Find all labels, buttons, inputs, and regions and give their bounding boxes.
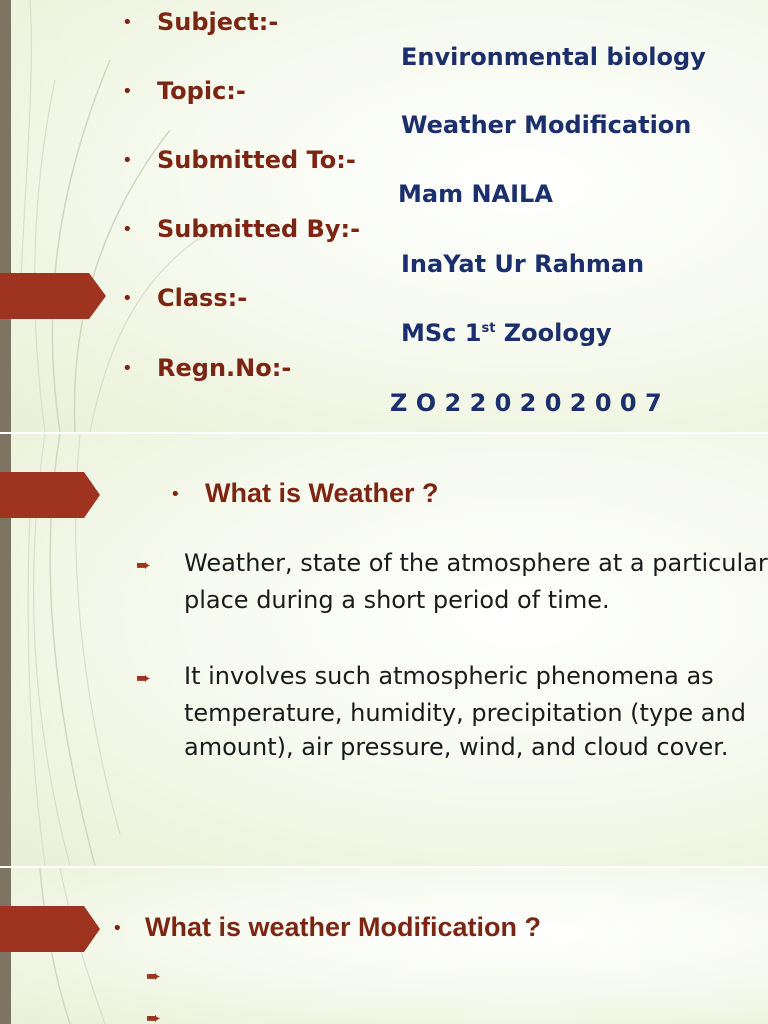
submitted-to-label: Submitted To:- <box>157 146 356 174</box>
regn-no-label: Regn.No:- <box>157 354 292 382</box>
slide-2 <box>0 434 768 866</box>
bullet-dot-icon: • <box>122 219 133 240</box>
weather-modification-heading: What is weather Modification ? <box>145 912 542 942</box>
bullet-dot-icon: • <box>122 81 133 102</box>
arrow-bullet-icon: ➨ <box>146 966 162 987</box>
slide-marker-arrow <box>0 906 100 952</box>
weather-definition-paragraph <box>136 546 768 617</box>
class-value-main: MSc 1 <box>401 319 482 347</box>
arrow-bullet-icon: ➨ <box>136 668 152 689</box>
submitted-to-value: Mam NAILA <box>398 180 553 208</box>
subject-value: Environmental biology <box>401 43 706 71</box>
topic-value: Weather Modification <box>401 111 692 139</box>
slide-3 <box>0 868 768 1024</box>
bullet-dot-icon: • <box>122 150 133 171</box>
class-label: Class:- <box>157 284 248 312</box>
bullet-dot-icon: • <box>112 918 123 939</box>
paragraph-text: Weather, state of the atmosphere at a particular place during a short period of time. <box>184 549 768 614</box>
weather-phenomena-paragraph <box>136 659 768 764</box>
class-value-rest: Zoology <box>495 319 612 347</box>
arrow-bullet-icon: ➨ <box>146 1008 162 1024</box>
bullet-dot-icon: • <box>122 12 133 33</box>
paragraph-text: It involves such atmospheric phenomena as temperature, humidity, precipitation (type and amount), air pressure, wind, and cloud cover. <box>184 662 746 761</box>
class-value-sup: st <box>481 321 496 336</box>
regn-no-value: Z O 2 2 0 2 0 2 0 0 7 <box>390 389 662 417</box>
bullet-dot-icon: • <box>170 484 181 505</box>
weather-heading: What is Weather ? <box>205 478 439 508</box>
slide-marker-arrow <box>0 273 106 319</box>
slide-1 <box>0 0 768 432</box>
bullet-dot-icon: • <box>122 358 133 379</box>
submitted-by-value: InaYat Ur Rahman <box>401 250 645 278</box>
subject-label: Subject:- <box>157 8 279 36</box>
class-value <box>401 319 612 347</box>
topic-label: Topic:- <box>157 77 246 105</box>
bullet-dot-icon: • <box>122 288 133 309</box>
slide-marker-arrow <box>0 472 100 518</box>
arrow-bullet-icon: ➨ <box>136 555 152 576</box>
submitted-by-label: Submitted By:- <box>157 215 361 243</box>
